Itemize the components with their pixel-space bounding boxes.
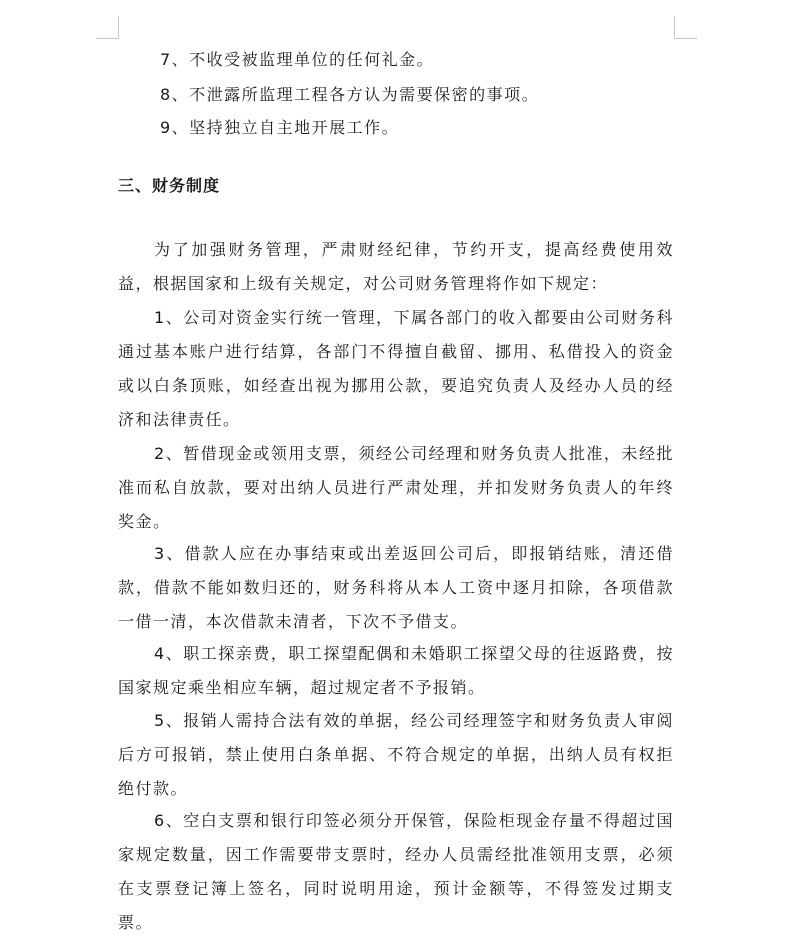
paragraph-rule-6: 6、空白支票和银行印签必须分开保管，保险柜现金存量不得超过国家规定数量，因工作需要带支票时，经办人员需经批准领用支票，必须在支票登记簿上签名，同时说明用途，预计金额等，不得签发过期支票。	[118, 811, 674, 932]
paragraph-rule-2: 2、暂借现金或领用支票，须经公司经理和财务负责人批准，未经批准而私自放款，要对出纳人员进行严肃处理，并扣发财务负责人的年终奖金。	[118, 444, 674, 531]
list-item-9: 9、坚持独立自主地开展工作。	[160, 118, 400, 137]
page-corner-mark-top-left	[96, 16, 119, 39]
paragraph-rule-5: 5、报销人需持合法有效的单据，经公司经理签字和财务负责人审阅后方可报销，禁止使用白条单据、不符合规定的单据，出纳人员有权拒绝付款。	[118, 711, 674, 798]
section-heading: 三、财务制度	[118, 176, 221, 195]
page-corner-mark-top-right	[674, 16, 697, 39]
paragraph-rule-1: 1、公司对资金实行统一管理，下属各部门的收入都要由公司财务科通过基本账户进行结算，各部门不得擅自截留、挪用、私借投入的资金或以白条顶账，如经查出视为挪用公款，要追究负责人及经办人员的经济和法律责任。	[118, 308, 674, 429]
paragraph-rule-3: 3、借款人应在办事结束或出差返回公司后，即报销结账，清还借款，借款不能如数归还的，财务科将从本人工资中逐月扣除，各项借款一借一清，本次借款未清者，下次不予借支。	[118, 544, 674, 631]
list-item-8: 8、不泄露所监理工程各方认为需要保密的事项。	[160, 85, 540, 104]
paragraph-intro: 为了加强财务管理，严肃财经纪律，节约开支，提高经费使用效益，根据国家和上级有关规定，对公司财务管理将作如下规定：	[118, 240, 674, 293]
list-item-7: 7、不收受被监理单位的任何礼金。	[160, 50, 435, 69]
paragraph-rule-4: 4、职工探亲费，职工探望配偶和未婚职工探望父母的往返路费，按国家规定乘坐相应车辆，超过规定者不予报销。	[118, 644, 674, 697]
